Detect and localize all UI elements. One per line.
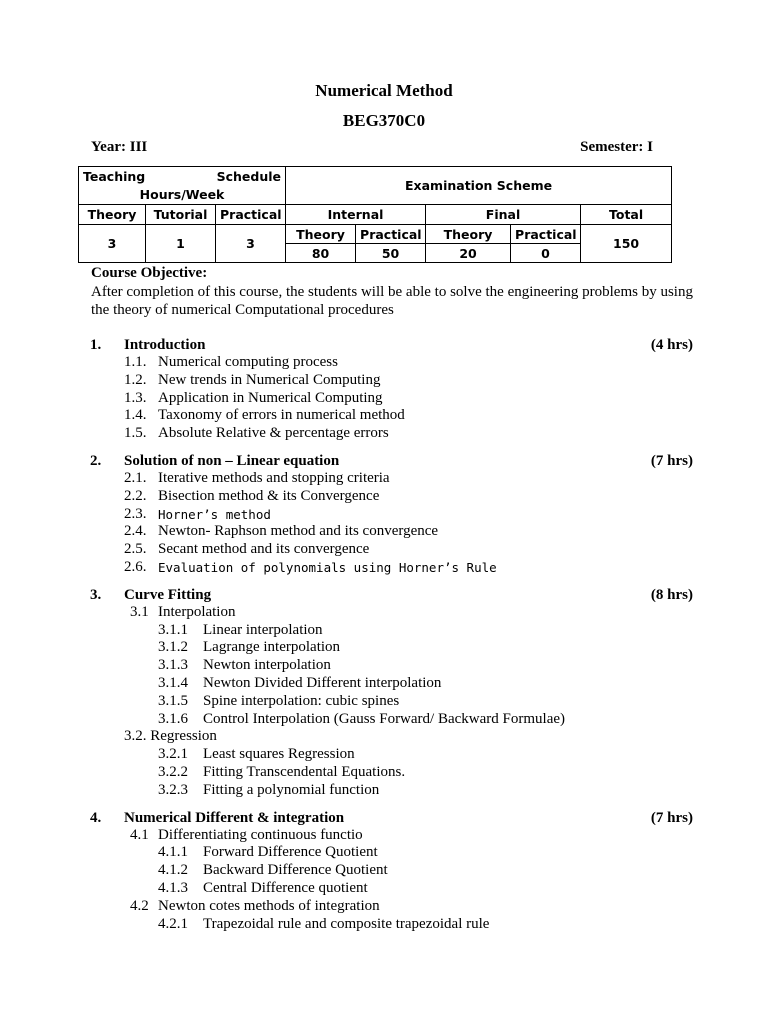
item-text: Spine interpolation: cubic spines [203,692,400,709]
internal-practical-marks: 50 [356,244,426,263]
practical-header: Practical [216,205,286,225]
unit-number: 1. [90,337,102,353]
list-item [0,506,768,524]
section-heading [0,604,768,622]
unit-title: Numerical Different & integration [124,809,345,826]
course-objective-heading: Course Objective: [91,265,208,281]
unit-heading [0,336,768,354]
teaching-exam-scheme-table [78,166,672,263]
practical-hours-cell: 3 [216,225,286,263]
item-text: Evaluation of polynomials using Horner’s Rule [158,559,497,575]
unit-hours: (8 hrs) [650,586,693,603]
tutorial-hours-cell: 1 [146,225,216,263]
list-item [0,764,768,782]
item-text: Fitting Transcendental Equations. [203,763,406,780]
item-text: Numerical computing process [158,354,338,370]
list-item [0,862,768,880]
section-heading [0,898,768,916]
list-item [0,657,768,675]
section-heading [0,728,768,746]
list-item [0,559,768,577]
item-number: 2.3. [124,505,147,522]
theory-hours-cell: 3 [79,225,146,263]
list-item [0,354,768,372]
list-item [0,470,768,488]
item-text: Newton Divided Different interpolation [203,674,442,691]
item-number: 3.2.1 [158,746,188,763]
item-number: 1.4. [124,407,147,424]
final-header: Final [426,205,581,225]
internal-practical-header: Practical [356,225,426,244]
item-number: 3.1.3 [158,657,188,674]
list-item [0,693,768,711]
tutorial-header: Tutorial [146,205,216,225]
semester-label: Semester: I [580,139,653,155]
unit-4 [0,809,768,934]
list-item [0,639,768,657]
internal-header: Internal [286,205,426,225]
list-item [0,372,768,390]
list-item [0,390,768,408]
total-header: Total [581,205,672,225]
list-item [0,782,768,800]
course-units [0,336,768,942]
final-practical-marks: 0 [511,244,581,263]
unit-1 [0,336,768,443]
item-text: Forward Difference Quotient [203,844,378,861]
list-item [0,523,768,541]
teaching-label: Teaching [83,168,146,184]
list-item [0,425,768,443]
item-number: 1.5. [124,425,147,442]
item-text: Trapezoidal rule and composite trapezoidal rule [203,915,490,932]
item-number: 3.1.6 [158,710,188,727]
list-item [0,675,768,693]
item-text: New trends in Numerical Computing [158,371,381,388]
item-text: Absolute Relative & percentage errors [158,425,389,442]
item-number: 3.1.2 [158,639,188,656]
unit-hours: (7 hrs) [650,452,693,469]
item-number: 4.1.1 [158,844,188,861]
item-text: Linear interpolation [203,621,323,638]
item-text: Newton- Raphson method and its convergence [158,523,439,540]
unit-title: Introduction [124,337,206,353]
item-text: Secant method and its convergence [158,541,370,558]
internal-theory-header: Theory [286,225,356,244]
unit-number: 3. [90,586,102,603]
unit-number: 2. [90,452,102,469]
unit-hours: (4 hrs) [650,337,693,353]
item-text: Lagrange interpolation [203,639,341,656]
course-objective-text: After completion of this course, the students will be able to solve the engineering problems by using the theory of numerical Computational procedures [91,284,693,318]
section-number: 4.1 [130,826,149,843]
total-marks-cell: 150 [581,225,672,263]
list-item [0,916,768,934]
item-number: 1.2. [124,371,147,388]
list-item [0,711,768,729]
final-practical-header: Practical [511,225,581,244]
unit-heading [0,586,768,604]
section-title: Interpolation [158,603,236,620]
list-item [0,407,768,425]
list-item [0,622,768,640]
item-text: Iterative methods and stopping criteria [158,469,390,486]
item-number: 3.2.2 [158,763,188,780]
unit-3 [0,586,768,800]
item-number: 2.5. [124,541,147,558]
item-text: Newton interpolation [203,657,331,674]
theory-header: Theory [79,205,146,225]
item-number: 3.1.5 [158,692,188,709]
unit-hours: (7 hrs) [650,809,693,826]
year-semester-row [91,139,653,156]
list-item [0,880,768,898]
exam-scheme-header: Examination Scheme [286,167,672,205]
item-text: Fitting a polynomial function [203,781,380,798]
section-title: Newton cotes methods of integration [158,897,380,914]
section-title: 3.2. Regression [124,728,217,745]
unit-title: Solution of non – Linear equation [124,452,340,469]
list-item [0,541,768,559]
item-number: 2.2. [124,487,147,504]
item-number: 2.6. [124,558,147,575]
item-number: 3.1.1 [158,621,188,638]
internal-theory-marks: 80 [286,244,356,263]
item-text: Application in Numerical Computing [158,389,383,406]
course-title: Numerical Method [315,81,453,100]
list-item [0,488,768,506]
final-theory-marks: 20 [426,244,511,263]
final-theory-header: Theory [426,225,511,244]
item-number: 3.2.3 [158,781,188,798]
item-text: Backward Difference Quotient [203,862,388,879]
item-number: 2.1. [124,469,147,486]
item-number: 4.1.2 [158,862,188,879]
item-number: 2.4. [124,523,147,540]
item-text: Horner’s method [158,506,271,522]
item-number: 4.2.1 [158,915,188,932]
unit-title: Curve Fitting [124,586,212,603]
unit-2 [0,452,768,577]
item-number: 3.1.4 [158,674,188,691]
section-number: 4.2 [130,897,149,914]
item-number: 1.3. [124,389,147,406]
item-number: 1.1. [124,354,147,370]
list-item [0,746,768,764]
unit-heading [0,809,768,827]
course-code: BEG370C0 [342,111,426,130]
item-number: 4.1.3 [158,879,188,896]
year-label: Year: III [91,139,148,155]
item-text: Control Interpolation (Gauss Forward/ Backward Formulae) [203,710,565,727]
section-heading [0,827,768,845]
section-number: 3.1 [130,603,149,620]
schedule-label: Schedule [216,168,282,184]
hours-week-label: Hours/Week [139,186,225,202]
unit-heading [0,452,768,470]
unit-number: 4. [90,809,102,826]
item-text: Least squares Regression [203,746,355,763]
item-text: Central Difference quotient [203,879,368,896]
list-item [0,844,768,862]
item-text: Taxonomy of errors in numerical method [158,407,405,424]
item-text: Bisection method & its Convergence [158,487,380,504]
teaching-schedule-header [79,167,286,205]
section-title: Differentiating continuous functio [158,826,363,843]
